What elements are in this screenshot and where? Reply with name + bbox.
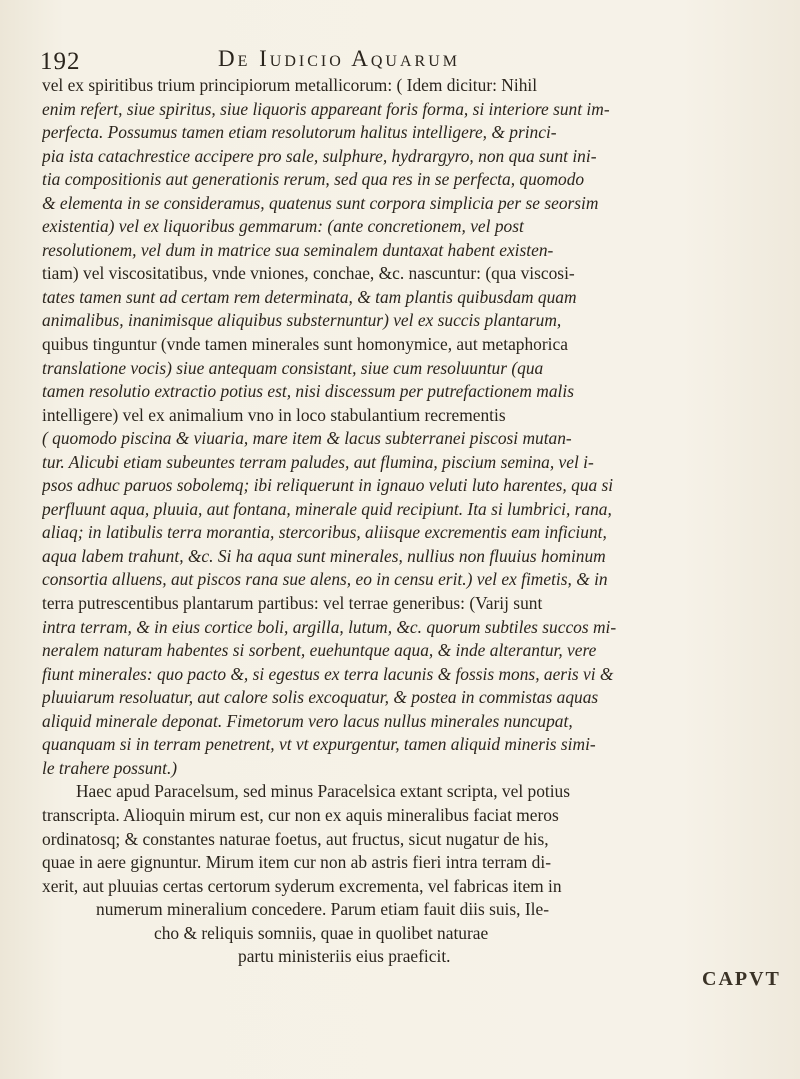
text-line: tia compositionis aut generationis rerum, sed qua res in se perfecta, quomodo (42, 169, 585, 190)
text-line: le trahere possunt.) (42, 757, 178, 778)
text-line: animalibus, inanimisque aliquibus substernuntur) vel ex succis plantarum, (42, 310, 562, 331)
text-line: tur. Alicubi etiam subeuntes terram paludes, aut flumina, piscium semina, vel i- (42, 451, 594, 472)
text-line: transcripta. Alioquin mirum est, cur non ex aquis mineralibus faciat meros (42, 804, 559, 825)
text-line: Haec apud Paracelsum, sed minus Paracelsica extant scripta, vel potius (76, 781, 571, 802)
text-line: pia ista catachrestice accipere pro sale, sulphure, hydrargyro, non qua sunt ini- (42, 145, 597, 166)
text-line: aliaq; in latibulis terra morantia, stercoribus, aliisque excrementis eam inficiunt, (42, 522, 607, 543)
catchword: CAPVT (702, 968, 781, 990)
text-line: perfecta. Possumus tamen etiam resolutorum halitus intelligere, & princi- (42, 122, 557, 143)
text-line: consortia alluens, aut piscos rana sue alens, eo in censu erit.) vel ex fimetis, & in (42, 569, 608, 590)
text-line: tiam) vel viscositatibus, vnde vniones, conchae, &c. nascuntur: (qua viscosi- (42, 263, 575, 284)
body-text (42, 74, 758, 969)
text-line: cho & reliquis somniis, quae in quolibet naturae (154, 922, 489, 943)
text-line: quae in aere gignuntur. Mirum item cur non ab astris fieri intra terram di- (42, 852, 551, 873)
text-line: tamen resolutio extractio potius est, nisi discessum per putrefactionem malis (42, 381, 574, 402)
text-line: aliquid minerale deponat. Fimetorum vero lacus nullus minerales nuncupat, (42, 710, 573, 731)
text-line: fiunt minerales: quo pacto &, si egestus ex terra lacunis & fossis mons, aeris vi & (42, 663, 614, 684)
text-line: pluuiarum resoluatur, aut calore solis excoquatur, & postea in commistas aquas (42, 687, 599, 708)
text-line: neralem naturam habentes si sorbent, euehuntque aqua, & inde alterantur, vere (42, 640, 597, 661)
text-line: quanquam si in terram penetrent, vt vt expurgentur, tamen aliquid mineris simi- (42, 734, 596, 755)
text-line: vel ex spiritibus trium principiorum metallicorum: ( Idem dicitur: Nihil (42, 75, 538, 95)
text-line: partu ministeriis eius praeficit. (238, 946, 451, 967)
text-line: enim refert, siue spiritus, siue liquoris appareant foris forma, si interiore sunt im- (42, 98, 610, 119)
text-line: intelligere) vel ex animalium vno in loco stabulantium recrementis (42, 404, 506, 425)
text-line: & elementa in se consideramus, quatenus sunt corpora simplicia per se seorsim (42, 192, 599, 213)
text-line: resolutionem, vel dum in matrice sua seminalem duntaxat habent existen- (42, 239, 554, 260)
text-line: intra terram, & in eius cortice boli, argilla, lutum, &c. quorum subtiles succos mi- (42, 616, 617, 637)
text-line: aqua labem trahunt, &c. Si ha aqua sunt minerales, nullius non fluuius hominum (42, 545, 606, 566)
text-line: perfluunt aqua, pluuia, aut fontana, minerale quid recipiunt. Ita si lumbrici, rana, (42, 498, 612, 519)
text-line: quibus tinguntur (vnde tamen minerales sunt homonymice, aut metaphorica (42, 334, 568, 355)
text-line: ( quomodo piscina & viuaria, mare item & lacus subterranei piscosi mutan- (42, 428, 572, 449)
text-line: xerit, aut pluuias certas certorum syderum excrementa, vel fabricas item in (42, 875, 562, 896)
text-line: terra putrescentibus plantarum partibus: vel terrae generibus: (Varij sunt (42, 593, 543, 614)
text-line: existentia) vel ex liquoribus gemmarum: (ante concretionem, vel post (42, 216, 524, 237)
text-line: tates tamen sunt ad certam rem determinata, & tam plantis quibusdam quam (42, 286, 577, 307)
text-line: translatione vocis) siue antequam consistant, siue cum resoluuntur (qua (42, 357, 544, 378)
text-line: numerum mineralium concedere. Parum etiam fauit diis suis, Ile- (96, 899, 549, 920)
running-head: De Iudicio Aquarum (218, 46, 460, 71)
text-line: psos adhuc paruos sobolemq; ibi reliquerunt in ignauo veluti luto harentes, qua si (42, 475, 614, 496)
page-number: 192 (40, 48, 81, 75)
text-line: ordinatosq; & constantes naturae foetus, aut fructus, sicut nugatur de his, (42, 828, 549, 849)
